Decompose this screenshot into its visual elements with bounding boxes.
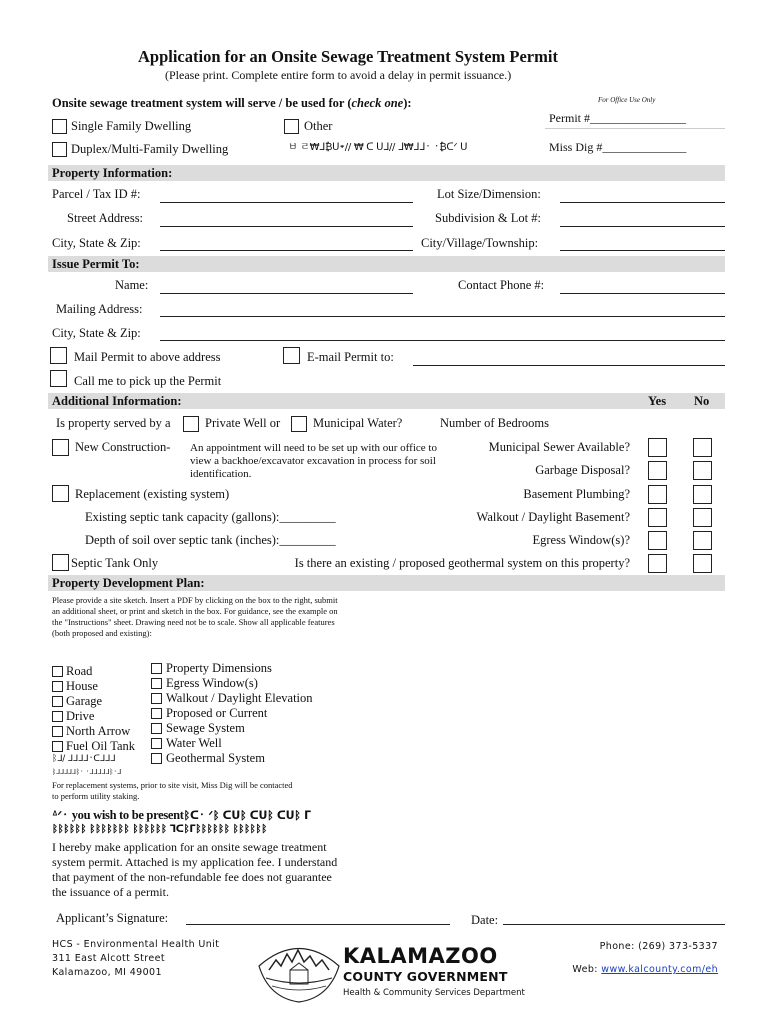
q-walkout-label: Walkout / Daylight Basement? <box>476 510 630 524</box>
road-label: Road <box>66 664 93 678</box>
walkout-yes-checkbox[interactable] <box>648 508 667 527</box>
private-well-checkbox[interactable] <box>183 416 199 432</box>
bedrooms-label: Number of Bedrooms <box>440 416 550 430</box>
lot-size-label: Lot Size/Dimension: <box>437 187 541 201</box>
replacement-note: For replacement systems, prior to site visit, Miss Dig will be contacted to perform utility staking. <box>52 780 293 801</box>
basement-no-checkbox[interactable] <box>693 485 712 504</box>
private-well-label: Private Well or <box>205 416 281 430</box>
present-question: ᐞᐟ᛫ you wish to be presentᛒᑕ᛫ ᐟᛒ ᑕᑌᛒ ᑕᑌᛒ ᑕᑌᛒ ᒥ <box>52 808 311 822</box>
proposed-current-checkbox[interactable] <box>151 708 162 719</box>
email-permit-checkbox[interactable] <box>283 347 300 364</box>
egress-yes-checkbox[interactable] <box>648 531 667 550</box>
septic-only-label: Septic Tank Only <box>71 556 159 570</box>
septic-capacity-field[interactable]: Existing septic tank capacity (gallons):_________ <box>85 510 336 524</box>
egress-window-label: Egress Window(s) <box>166 676 258 690</box>
footer-street: 311 East Alcott Street <box>52 953 165 964</box>
email-permit-input[interactable] <box>413 365 725 366</box>
septic-only-checkbox[interactable] <box>52 554 69 571</box>
walkout-elevation-label: Walkout / Daylight Elevation <box>166 691 313 705</box>
replacement-checkbox[interactable] <box>52 485 69 502</box>
mailing-address-label: Mailing Address: <box>56 302 143 316</box>
signature-label: Applicant’s Signature: <box>56 911 169 925</box>
mail-permit-label: Mail Permit to above address <box>74 350 221 364</box>
street-input[interactable] <box>160 226 413 227</box>
issue-permit-header: Issue Permit To: <box>48 256 725 272</box>
property-dimensions-checkbox[interactable] <box>151 663 162 674</box>
north-arrow-checkbox[interactable] <box>52 726 63 737</box>
contact-phone-label: Contact Phone #: <box>458 278 545 292</box>
attestation-text: I hereby make application for an onsite sewage treatment system permit. Attached is my application fee. I understand that payment of the non-refundable fee does not guarantee the issuance of a permit. <box>52 840 338 899</box>
single-family-checkbox[interactable] <box>52 119 67 134</box>
municipal-water-label: Municipal Water? <box>313 416 403 430</box>
fuel-oil-tank-checkbox[interactable] <box>52 741 63 752</box>
call-me-label: Call me to pick up the Permit <box>74 374 222 388</box>
office-use-label: For Office Use Only <box>598 96 656 104</box>
geothermal-system-checkbox[interactable] <box>151 753 162 764</box>
drive-checkbox[interactable] <box>52 711 63 722</box>
property-info-header: Property Information: <box>48 165 725 181</box>
sewer-no-checkbox[interactable] <box>693 438 712 457</box>
soil-depth-field[interactable]: Depth of soil over septic tank (inches):_________ <box>85 533 336 547</box>
date-input[interactable] <box>503 924 725 925</box>
parcel-input[interactable] <box>160 202 413 203</box>
served-by-label: Is property served by a <box>56 416 171 430</box>
sewer-yes-checkbox[interactable] <box>648 438 667 457</box>
page-subtitle: (Please print. Complete entire form to avoid a delay in permit issuance.) <box>165 68 512 82</box>
north-arrow-label: North Arrow <box>66 724 131 738</box>
garage-label: Garage <box>66 694 103 708</box>
proposed-current-label: Proposed or Current <box>166 706 268 720</box>
contact-phone-input[interactable] <box>560 293 725 294</box>
footer-unit: HCS - Environmental Health Unit <box>52 939 220 950</box>
subdivision-input[interactable] <box>560 226 725 227</box>
parcel-label: Parcel / Tax ID #: <box>52 187 141 201</box>
permit-number-field: Permit #________________ <box>549 111 686 125</box>
additional-info-header: Additional Information: <box>48 393 725 409</box>
replacement-label: Replacement (existing system) <box>75 487 230 501</box>
county-seal-icon <box>254 936 344 1006</box>
house-label: House <box>66 679 98 693</box>
no-column-label: No <box>694 394 710 408</box>
other-description-field[interactable]: ㅂ ㄹ₩ᒧ₿ᑌ᛭// ₩ ᑕ ᑌᒧ// ᒧ₩ᒧᒧ᛫ ᛫₿ᑕᐟ ᑌ <box>288 142 468 153</box>
name-input[interactable] <box>160 293 413 294</box>
fuel-oil-tank-label: Fuel Oil Tank <box>66 739 136 753</box>
duplex-checkbox[interactable] <box>52 142 67 157</box>
single-family-label: Single Family Dwelling <box>71 119 192 133</box>
house-checkbox[interactable] <box>52 681 63 692</box>
mail-permit-checkbox[interactable] <box>50 347 67 364</box>
geothermal-no-checkbox[interactable] <box>693 554 712 573</box>
brand-department: Health & Community Services Department <box>343 988 525 998</box>
issue-city-label: City, State & Zip: <box>52 326 141 340</box>
footer-address <box>52 938 219 980</box>
water-well-label: Water Well <box>166 736 222 750</box>
egress-window-checkbox[interactable] <box>151 678 162 689</box>
duplex-label: Duplex/Multi-Family Dwelling <box>71 142 229 156</box>
mailing-address-input[interactable] <box>160 316 725 317</box>
plan-right-list <box>151 661 351 766</box>
q-garbage-label: Garbage Disposal? <box>535 463 630 477</box>
plan-left-list <box>52 664 152 780</box>
geothermal-system-label: Geothermal System <box>166 751 265 765</box>
water-well-checkbox[interactable] <box>151 738 162 749</box>
office-divider <box>545 128 725 129</box>
yes-column-label: Yes <box>648 394 667 408</box>
sewage-system-label: Sewage System <box>166 721 245 735</box>
garbled-row: ᛒᛒᛒᛒᛒᛒ ᛒᛒᛒᛒᛒᛒᛒ ᛒᛒᛒᛒᛒᛒ ᒣᑕᛒᒥᛒᛒᛒᛒᛒᛒ ᛒᛒᛒᛒᛒᛒ <box>52 824 267 835</box>
other-label: Other <box>304 119 333 133</box>
sewage-system-checkbox[interactable] <box>151 723 162 734</box>
issue-city-input[interactable] <box>160 340 725 341</box>
geothermal-yes-checkbox[interactable] <box>648 554 667 573</box>
website-link[interactable]: www.kalcounty.com/eh <box>601 964 718 975</box>
call-me-checkbox[interactable] <box>50 370 67 387</box>
garage-checkbox[interactable] <box>52 696 63 707</box>
brand-kalamazoo: KALAMAZOO <box>343 944 498 968</box>
other-checkbox[interactable] <box>284 119 299 134</box>
garbled-item-1: ᛒᒧ/ ᒧᒧᒧᒧ᛫ᑕᒧᒧᒧ <box>52 754 116 764</box>
email-permit-label: E-mail Permit to: <box>307 350 394 364</box>
footer-city: Kalamazoo, MI 49001 <box>52 967 162 978</box>
garbled-item-2: ᛒᒧᒧᒧᒧᒧᛒ᛫ ᛫ᒧᒧᒧᒧᒧᛒ᛫ᒧ <box>52 768 121 776</box>
name-label: Name: <box>115 278 149 292</box>
township-label: City/Village/Township: <box>421 236 539 250</box>
q-basement-label: Basement Plumbing? <box>523 487 630 501</box>
serve-question: Onsite sewage treatment system will serve / be used for (check one): <box>52 96 412 110</box>
road-checkbox[interactable] <box>52 666 63 677</box>
development-plan-header: Property Development Plan: <box>48 575 725 591</box>
appointment-note: An appointment will need to be set up with our office to view a backhoe/excavator excavation in process for soil identification. <box>190 442 437 480</box>
property-city-input[interactable] <box>160 250 413 251</box>
brand-county-government: COUNTY GOVERNMENT <box>343 969 508 984</box>
signature-input[interactable] <box>186 924 450 925</box>
basement-yes-checkbox[interactable] <box>648 485 667 504</box>
municipal-water-checkbox[interactable] <box>291 416 307 432</box>
walkout-no-checkbox[interactable] <box>693 508 712 527</box>
property-dimensions-label: Property Dimensions <box>166 661 272 675</box>
q-geothermal-label: Is there an existing / proposed geothermal system on this property? <box>294 556 630 570</box>
footer-web: Web: www.kalcounty.com/eh <box>572 964 718 975</box>
q-egress-label: Egress Window(s)? <box>532 533 630 547</box>
miss-dig-number-field: Miss Dig #______________ <box>549 140 687 154</box>
street-label: Street Address: <box>67 211 144 225</box>
new-construction-checkbox[interactable] <box>52 439 69 456</box>
date-label: Date: <box>471 913 499 927</box>
garbage-yes-checkbox[interactable] <box>648 461 667 480</box>
drive-label: Drive <box>66 709 95 723</box>
page-title: Application for an Onsite Sewage Treatment System Permit <box>138 47 558 66</box>
township-input[interactable] <box>560 250 725 251</box>
q-sewer-label: Municipal Sewer Available? <box>488 440 630 454</box>
footer-phone: Phone: (269) 373-5337 <box>599 941 718 952</box>
sketch-instructions: Please provide a site sketch. Insert a PDF by clicking on the box to the right, submit an additional sheet, or print and sketch in the box. For guidance, see the example on the "Instructions" sheet. Drawing need not be to scale. Show all applicable features (both proposed and existing): <box>52 595 338 638</box>
garbage-no-checkbox[interactable] <box>693 461 712 480</box>
walkout-elevation-checkbox[interactable] <box>151 693 162 704</box>
subdivision-label: Subdivision & Lot #: <box>435 211 541 225</box>
property-city-label: City, State & Zip: <box>52 236 141 250</box>
egress-no-checkbox[interactable] <box>693 531 712 550</box>
lot-size-input[interactable] <box>560 202 725 203</box>
new-construction-label: New Construction- <box>75 440 171 454</box>
